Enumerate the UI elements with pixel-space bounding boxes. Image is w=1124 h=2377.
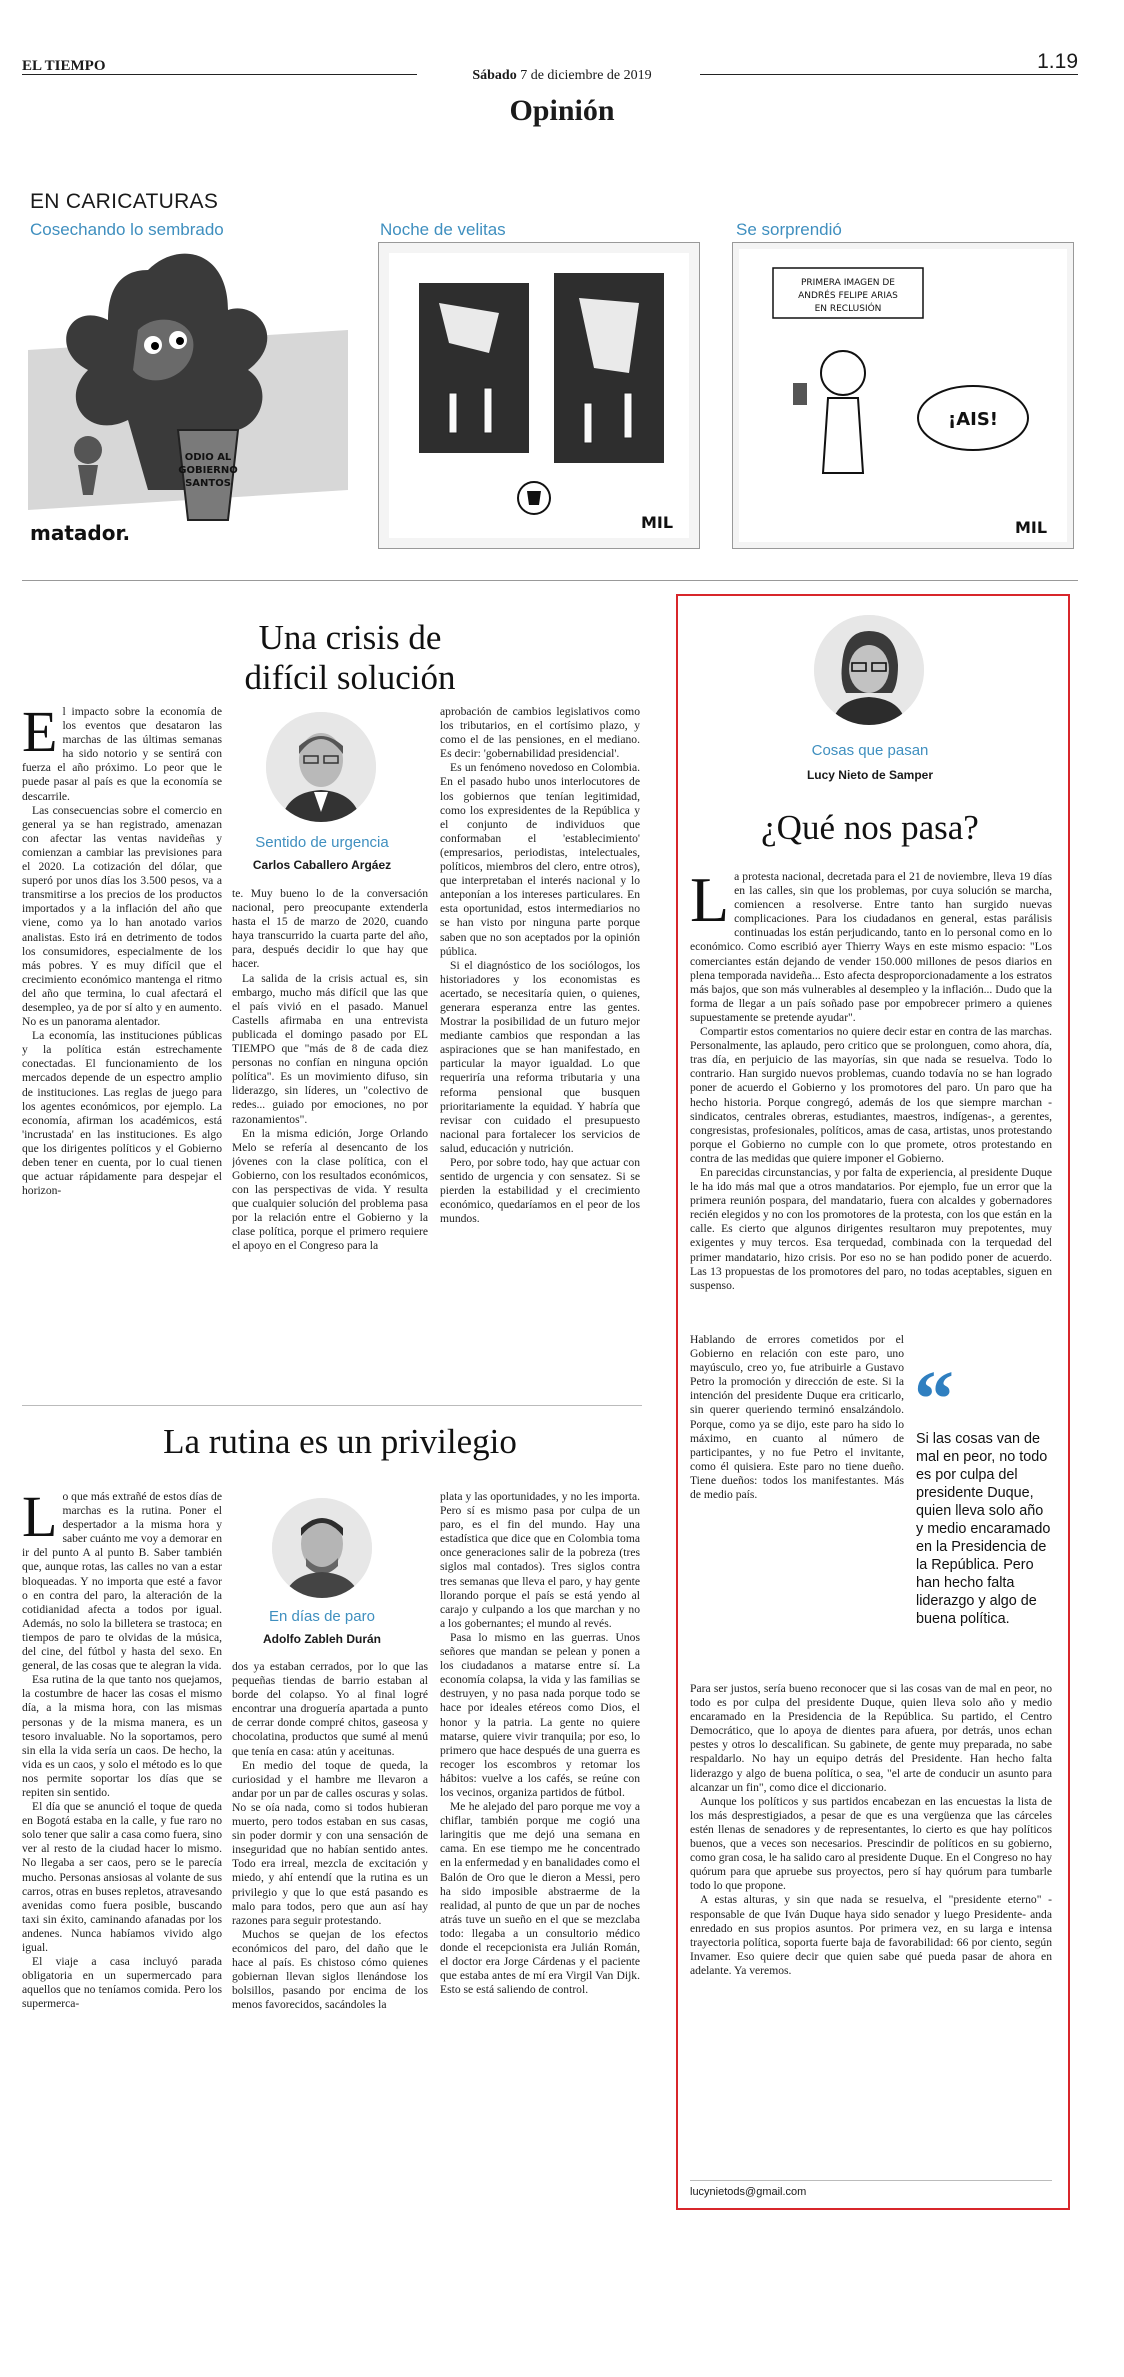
pot-label-line3: SANTOS (185, 478, 231, 489)
cartoon-caption-2: Noche de velitas (380, 220, 506, 239)
article1-dropcap: E (22, 705, 58, 764)
author-email[interactable]: lucynietods@gmail.com (690, 2186, 807, 2198)
pull-quote: Si las cosas van de mal en peor, no todo es por culpa del presidente Duque, quien lleva solo año y medio encaramado en la Presidencia de la República. Pero han hecho falta liderazgo y algo de buena política. (916, 1431, 1051, 1627)
page-number: 1.19 (1037, 50, 1078, 73)
section-title: Opinión (509, 94, 615, 127)
article3-dropcap: L (690, 870, 730, 935)
article3-author: Lucy Nieto de Samper (806, 768, 934, 782)
article2-dropcap: L (22, 1490, 58, 1549)
pot-label-line1: ODIO AL (184, 452, 232, 463)
article2-headline: La rutina es un privilegio (163, 1422, 517, 1461)
cartoons-heading: EN CARICATURAS (30, 190, 219, 213)
sign-line1: PRIMERA IMAGEN DE (801, 278, 895, 288)
article3-body-narrow: Hablando de errores cometidos por el Gobierno en relación con este paro, uno mayúsculo, creo yo, fue atribuirle a Gustavo Petro la promoción y dirección de este. Si la intención del presidente Duque era criticarlo, sin querer queriendo terminó ensalzándolo. Porque, como ya se dijo, este paro ha sido lo máximo, en cuanto al número de participantes, y no fue Petro el invitante, como él quisiera. Este paro no tiene dueño. Tiene dueños: todos los manifestantes. Más de medio país. (690, 1333, 904, 1502)
pot-label-line2: GOBIERNO (178, 465, 238, 476)
article1-column-2: te. Muy bueno lo de la conversación nacional, pero preocupante extenderla hasta el 15 de marzo de 2020, cuando haya transcurrido la cuarta parte del año, para, después decidir lo que hay que hacer. La salida de la crisis actual es, sin embargo, mucho más difícil que las que el país vivió en el pasado. Manuel Castells afirmaba en una entrevista publicada el domingo pasado por EL TIEMPO que "más de 8 de cada diez personas no confían en ninguna opción política". Es un movimiento difuso, sin liderazgo, sin líderes, un "colectivo de redes... guiado por emociones, no por razonamientos". En la misma edición, Jorge Orlando Melo se refería al desencanto de los jóvenes con la clase política, con el Gobierno, con los resultados económicos, con las perspectivas de vida. Y resulta que cualquier solución del problema pasa por la relación entre el Gobierno y la clase política, porque el primero requiere el apoyo en el Congreso para la (232, 887, 428, 1253)
speech-bubble-text: ¡AIS! (947, 409, 999, 430)
cartoon-signature-3: MIL (1015, 518, 1048, 537)
cartoon-frame-2 (378, 242, 700, 549)
cartoon-caption-1: Cosechando lo sembrado (30, 220, 224, 239)
pull-quote-mark: “ (914, 1356, 954, 1444)
article1-bottom-rule (22, 1405, 642, 1406)
article3-headline: ¿Qué nos pasa? (761, 808, 979, 847)
article2-column-name: En días de paro (269, 1608, 375, 1625)
newspaper-name: EL TIEMPO (22, 58, 106, 74)
email-rule (690, 2180, 1052, 2181)
author-photo-nieto (814, 615, 924, 725)
article3-body-lower: Para ser justos, sería bueno reconocer que si las cosas van de mal en peor, no todo es por culpa del presidente Duque, quien lleva solo año y medio encaramado en la Presidencia de la República. Su partido, el Centro Democrático, que lo apoya de dientes para afuera, por detrás, unos echan pestes y otros lo descalifican. Su gabinete, de gente muy preparada, no sabe respaldarlo. No hay un equipo detrás del Presidente. Han hecho falta liderazgo y algo de buena política, o sea, "el arte de conducir un asunto para alcanzar un fin", como dice el diccionario. Aunque los políticos y sus partidos encabezan en las encuestas la lista de los más desprestigiados, a pesar de que es una vergüenza que las cárceles estén llenas de senadores y de representantes, lo cierto es que hay políticos buenos, que a veces son necesarios. Prescindir de políticos en su gobierno, como gran cosa, le ha salido caro al presidente Duque. En el Congreso no hay quórum para que apruebe sus proyectos, pero sí hay quórum para tumbarle todo lo que propone. A estas alturas, y sin que nada se resuelva, el "presidente eterno" -responsable de que Iván Duque haya sido senador y luego Presidente- anda enredado en sus propios asuntos. Por primera vez, en su larga e intensa trayectoria política, soporta fuerte baja de favorabilidad: 66 por ciento, según Invamer. Eso quiere decir que quien sabe qué pueda pasar de ahora en adelante. Ya veremos. (690, 1682, 1052, 1977)
issue-date: Sábado 7 de diciembre de 2019 (472, 68, 652, 83)
article3-body-upper: L a protesta nacional, decretada para el 21 de noviembre, lleva 19 días en las calles, sin que los problemas, por cuya solución se marcha, comiencen a resolverse. Entre tanto han surgido nuevas complicaciones. Para los ciudadanos en general, estas parálisis continuadas los están perjudicando, tanto en lo personal como en lo económico. Como escribió ayer Thierry Ways en este mismo espacio: "Los comerciantes están dejando de vender 150.000 millones de pesos diarios en plena temporada navideña... Esto afecta desproporcionadamente a los estratos más bajos, que son más vulnerables al desempleo y la inflación... Dudo que la forma de llegar a un país soñado pase por empobrecer primero a quienes supuestamente se pretende ayudar". Compartir estos comentarios no quiere decir estar en contra de las marchas. Personalmente, las aplaudo, pero critico que se prolonguen, como ahora, día, tras día, en perjuicio de las mayorías, sin que nada se resuelva. Todo lo contrario. Han surgido nuevos problemas, cuando todavía no se han logrado poner de acuerdo el Gobierno y los promotores del paro. Un paro que ha hecho historia. Porque congregó, además de los que siempre marchan -sindicatos, centrales obreras, estudiantes, maestros, indígenas-, a gerentes, congresistas, profesionales, políticos, amas de casa, artistas, unos protestando porque el Gobierno no cumple con lo que promete, otros protestando en contra de las medidas que quiere imponer el Gobierno. En parecidas circunstancias, y por falta de experiencia, al presidente Duque le ha ido más mal que a otros mandatarios. Por ejemplo, fue un error que la primera reunión pospara, del mandatario, fuera con alcaldes y gobernadores recién elegidos y no con los promotores de la protesta, con los que están en la calle. Es cierto que algunos dirigentes resultaron muy prepotentes, muy exigentes y muy tercos. Esa terquedad, combinada con la terquedad del primer mandatario, hizo crisis. Por eso no se han podido poner de acuerdo. Las 13 propuestas de los promotores del paro, no todas aceptables, siguen en suspenso. (690, 870, 1052, 1292)
author-photo-caballero (266, 712, 376, 822)
article2-column-3: plata y las oportunidades, y no les importa. Pero sí es mismo pasa por culpa de un paro, es el fin del mundo. Hay una estadística que dice que en Colombia toma once generaciones salir de la pobreza (tres siglos mal contados). Tres siglos contra tres semanas que lleva el paro, y hay gente llorando porque el país se está yendo al carajo y culpando a los que marchan y no a los gobernantes; el mundo al revés. Pasa lo mismo en las guerras. Unos señores que mandan se pelean y ponen a los ciudadanos a matarse entre sí. La economía colapsa, la vida y las familias se destruyen, y no pasa nada porque todo se hace por ideales etéreos como Dios, el honor y la patria. La gente no quiere matarse, quiere vivir tranquila; por eso, lo primero que hace después de una guerra es recoger los escombros y retomar los hábitos: vuelve a los cafés, se reúne con los vecinos, organiza partidos de fútbol. Me he alejado del paro porque me voy a chiflar, también porque me cogió una laringitis que me dejó una semana en cama. En ese tiempo me he concentrado en la enfermedad y en banalidades como el Balón de Oro que le dieron a Messi, pero ha sido imposible abstraerme de la realidad, al punto de que un par de noches atrás tuve un sueño en el que se mezclaba todo: llegaba a un consultorio médico donde el recepcionista era Julián Román, el doctor era Jorge Cárdenas y el paciente que estaba antes de mí era Virgil Van Dijk. Esto se está saliendo de control. (440, 1490, 640, 1997)
cartoon-signature-1: matador. (30, 521, 131, 545)
sign-line2: ANDRÉS FELIPE ARIAS (798, 291, 898, 301)
article2-column-1: L o que más extrañé de estos días de marchas es la rutina. Poner el despertador a la misma hora y saber cuánto me voy a demorar en ir del punto A al punto B. Saber también que, aunque rotas, las calles no van a estar bloqueadas. Y no importa que esté a favor o en contra del paro, la alteración de la cotidianidad afecta a todos por igual. Además, no solo la billetera se trastoca; en tiempos de paro te olvidas de la música, del cine, del fútbol y hasta del sexo. En general, de las cosas que te alegran la vida. Esa rutina de la que tanto nos quejamos, la costumbre de hacer las cosas el mismo día, a la misma hora, con las mismas personas y de la misma manera, es un tesoro invaluable. No la soportamos, pero sin ella la vida sería un caos. De hecho, la vida es un caos, y solo el método es lo que nos permite soportar los días que se repiten sin sentido. El día que se anunció el toque de queda en Bogotá estaba en la calle, y fue raro no solo tener que salir a casa como fuera, sino ver al resto de la ciudad hacer lo mismo. No llegaba a ser caos, pero se le parecía mucho. Personas ansiosas al volante de sus carros, otras en buses repletos, atravesando avenidas como fuera posible, buscando taxi sin éxito, caminando afanadas por los andenes. Nunca habíamos vivido algo igual. El viaje a casa incluyó parada obligatoria en un supermercado para aquellos que no teníamos comida. Pero los supermerca- (22, 1490, 222, 2011)
author-photo-zableh (272, 1498, 372, 1598)
cartoon-candles-illustration (379, 243, 699, 548)
article1-author: Carlos Caballero Argáez (252, 858, 392, 872)
cartoon-frame-3 (732, 242, 1074, 549)
article2-column-2: dos ya estaban cerrados, por lo que las pequeñas tiendas de barrio estaban al borde del colapso. Yo al final logré encontrar una droguería apartada a punto de cerrar donde compré chitos, gaseosa y chocolatina, productos que sumé al menú que tenía en casa: atún y aceitunas. En medio del toque de queda, la curiosidad y el hambre me llevaron a andar por un par de calles oscuras y solas. No se oía nada, como si todos hubieran muerto, pero todos estaban en sus casas, sin poder dormir y con una sensación de inseguridad que no habían sentido antes. Todo era irreal, mezcla de excitación y miedo, y ahí entendí que la rutina es un privilegio y que lo que está pasando es malo para todos, pero que aun así hay razones para seguir protestando. Muchos se quejan de los efectos económicos del paro, del daño que le hace al país. Es chistoso cómo quienes gobiernan llevan siglos llenándose los bolsillos, pasando por encima de los menos favorecidos, sacándoles la (232, 1660, 428, 2012)
cartoons-bottom-rule (22, 580, 1078, 581)
article3-column-name: Cosas que pasan (811, 742, 929, 759)
cartoon-plant-illustration (28, 240, 348, 550)
article1-column-name: Sentido de urgencia (255, 834, 389, 851)
cartoon-selfie-illustration (733, 243, 1073, 548)
cartoon-caption-3: Se sorprendió (736, 220, 842, 239)
article1-headline: Una crisis de difícil solución (244, 618, 456, 697)
article1-column-1: E l impacto sobre la economía de los eventos que desataron las marchas de las últimas semanas ha sido notorio y se sentirá con fuerza el año próximo. Lo peor que le puede pasar al país es que la economía se descarrile. Las consecuencias sobre el comercio en general ya se han registrado, amenazan con afectar las ventas navideñas y comienzan a cambiar las previsiones para el 2020. La cotización del dólar, que superó por unos días los 3.500 pesos, va a transmitirse a los precios de los productos importados y a la inflación del año que viene, como ya lo han anotado varios analistas. Esto irá en detrimento de todos los consumidores, especialmente de los más pobres. Y es muy difícil que el crecimiento económico mantenga el ritmo del año que termina, lo cual afectará el desempleo, ya de por sí alto y en aumento. No es un panorama alentador. La economía, las instituciones públicas y la política están estrechamente conectadas. El funcionamiento de los mercados depende de un espectro amplio de instituciones. Las reglas de juego para los agentes económicos, por ejemplo. La economía, afirman los académicos, está 'incrustada' en las instituciones. Es algo que los dirigentes políticos y el Gobierno deben tener en cuenta, por lo cual tienen que actuar rápidamente para despejar el horizon- (22, 705, 222, 1198)
cartoon-signature-2: MIL (641, 513, 674, 532)
sign-line3: EN RECLUSIÓN (814, 304, 882, 314)
article2-author: Adolfo Zableh Durán (263, 1632, 381, 1646)
masthead-rule-right (700, 74, 1078, 75)
article1-column-3: aprobación de cambios legislativos como los tributarios, en el cortísimo plazo, y como el de las pensiones, en el mediano. Es decir: 'gobernabilidad presidencial'. Es un fenómeno novedoso en Colombia. En el pasado hubo unos interlocutores de los gobiernos que tenían legitimidad, como los expresidentes de la República y el conjunto de individuos que conformaban el 'establecimiento' (empresarios, periodistas, intelectuales, políticos, miembros del clero, entre otros), que interpretaban el interés nacional y lo anteponían a los intereses particulares. En esta oportunidad, estos intermediarios no se han visto por ninguna parte porque saben que no son aceptados por la opinión pública. Si el diagnóstico de los sociólogos, los historiadores y los economistas es acertado, se necesitaría quien, o quienes, generara esperanza entre las gentes. Mostrar la posibilidad de un futuro mejor mediante cambios que respondan a las aspiraciones que se han manifestado, en particular la mayor igualdad. Lo que requeriría una reforma tributaria y una reforma pensional que busquen prioritariamente la equidad. Y habría que revisar con cuidado el presupuesto nacional para fortalecer los servicios de salud, educación y nutrición. Pero, por sobre todo, hay que actuar con sentido de urgencia y con sensatez. Si se pierden la estabilidad y el crecimiento económico, quedaríamos en el peor de los mundos. (440, 705, 640, 1226)
